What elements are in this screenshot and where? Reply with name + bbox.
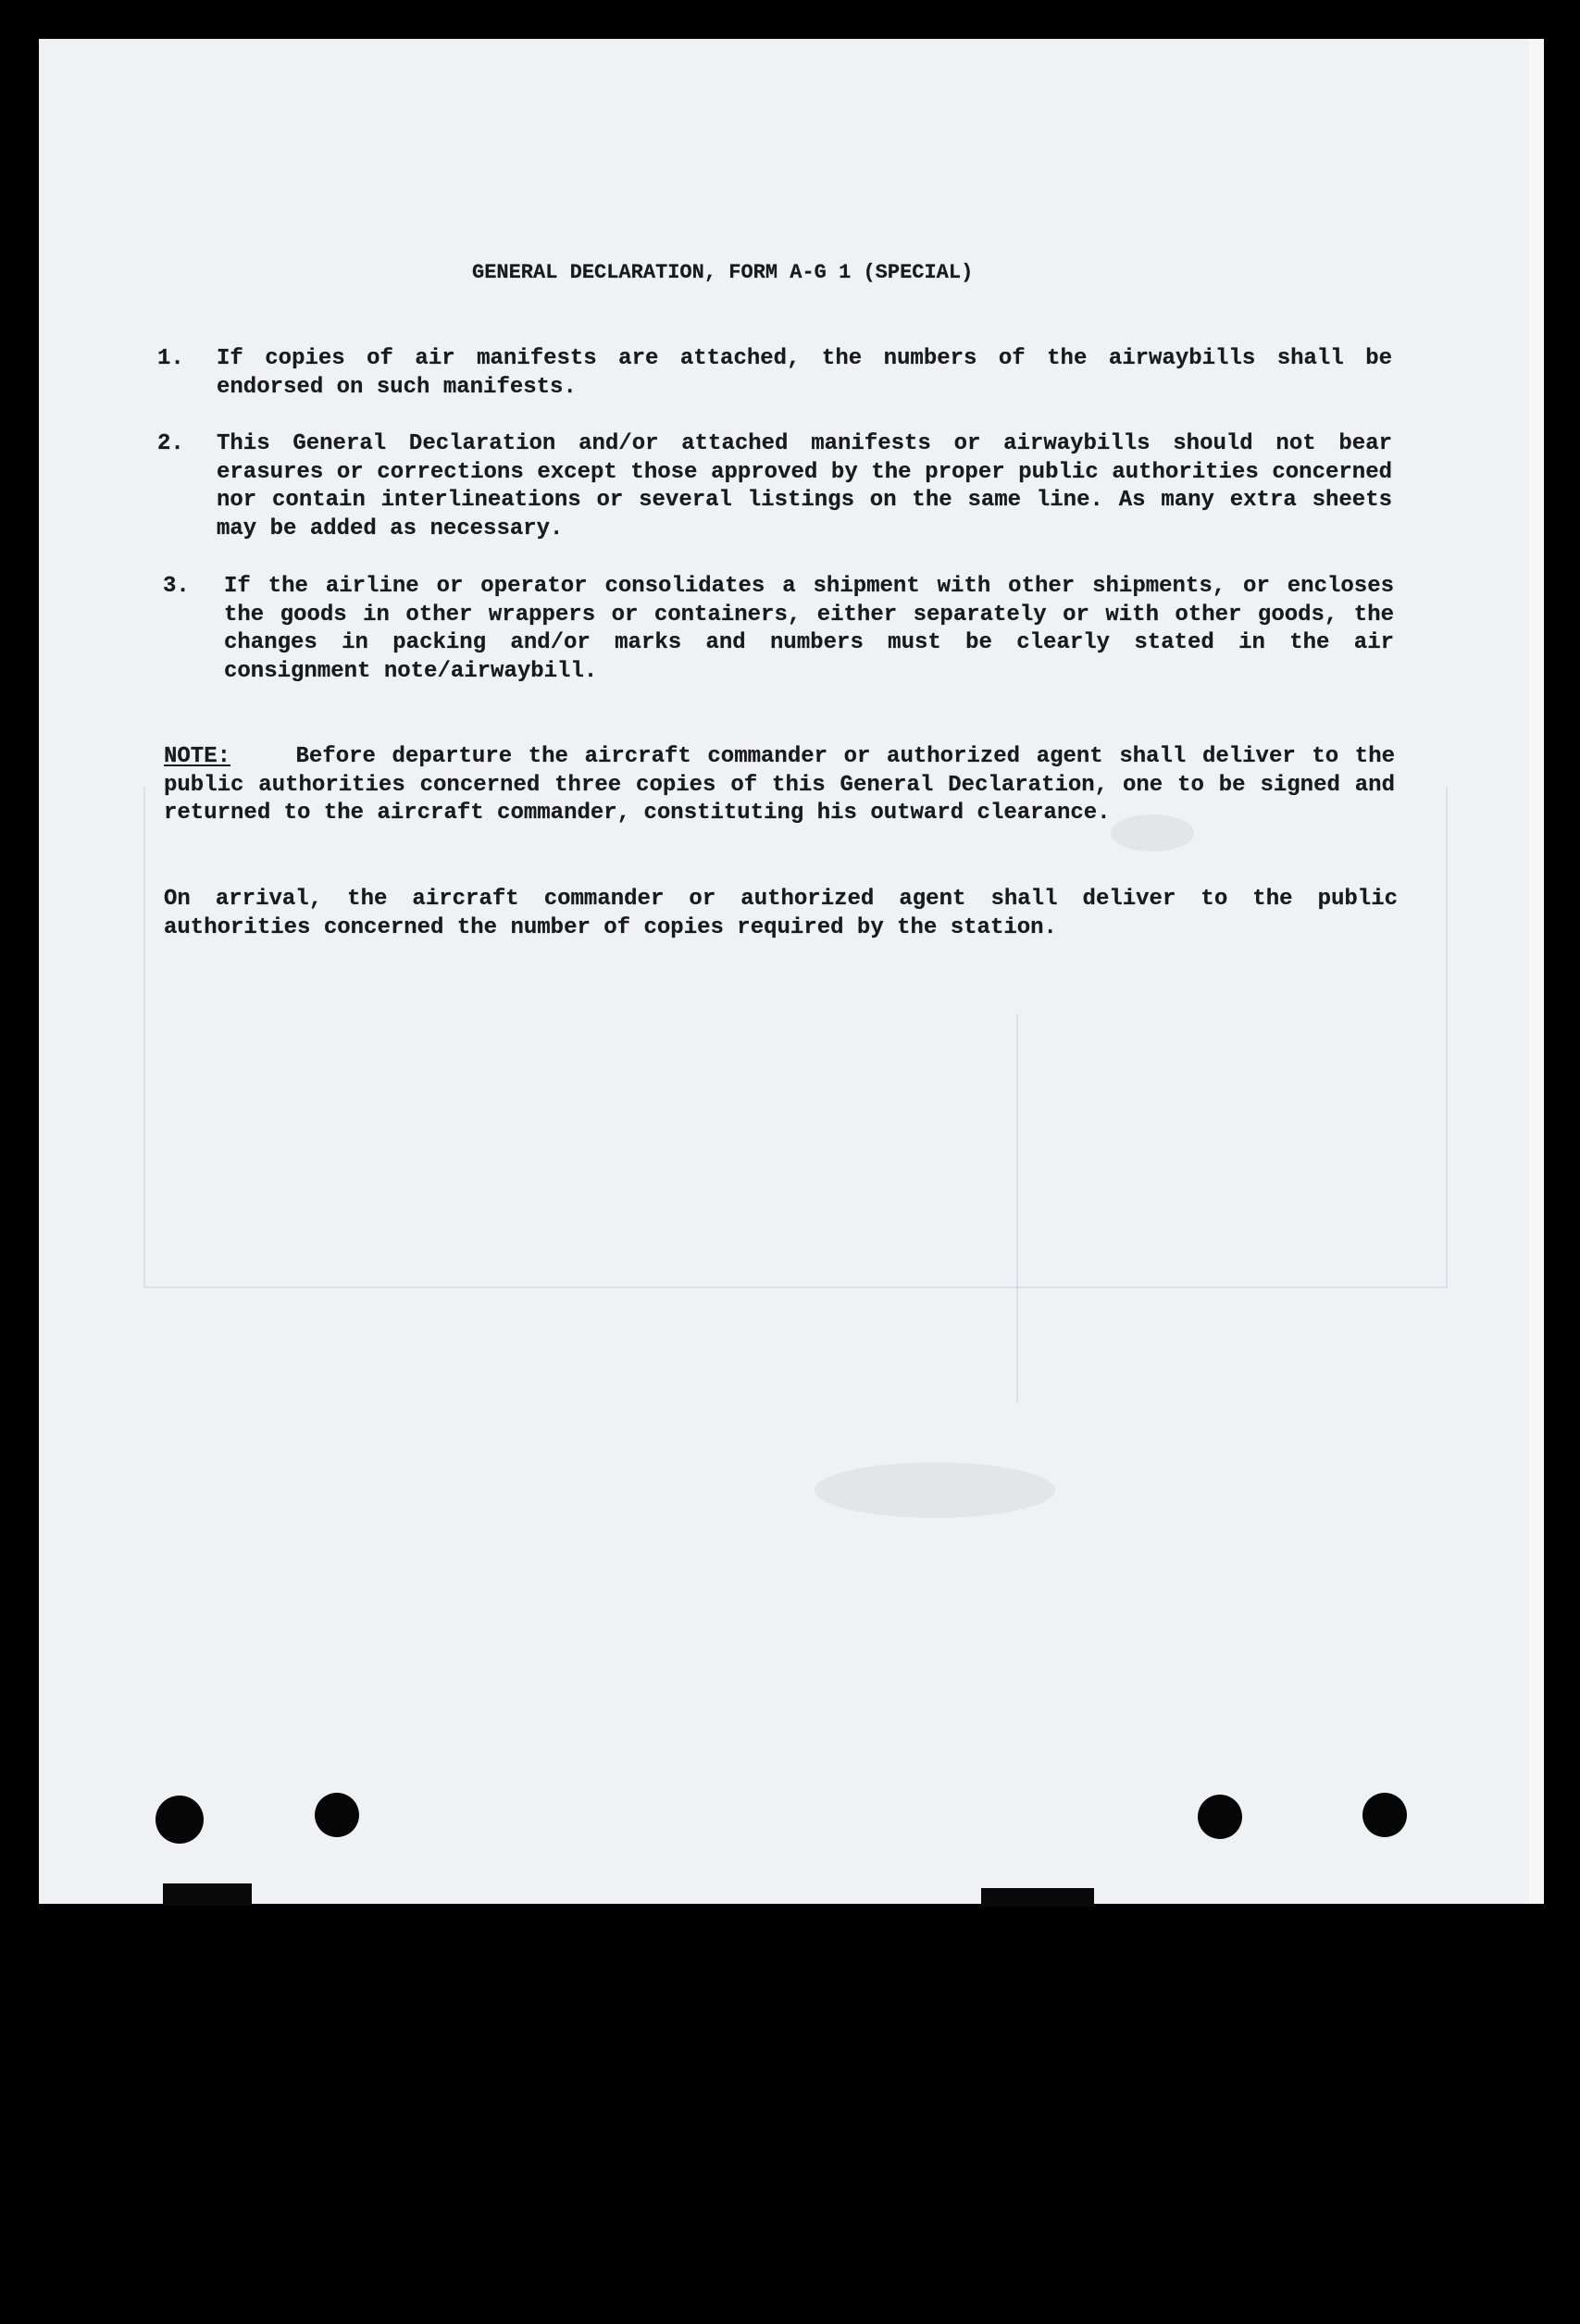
note-text: Before departure the aircraft commander or authorized agent shall deliver to the public authorities concerned three copies of this General Declaration, one to be signed and returned to the aircraft commander, constituting his outward clearance. <box>164 744 1396 826</box>
item-text: This General Declaration and/or attached manifests or airwaybills should not bear erasures or corrections except those approved by the proper public authorities concerned nor contain interlineations or several listings on the same line. As many extra sheets may be added as necessary. <box>217 431 1392 541</box>
item-text: If the airline or operator consolidates a shipment with other shipments, or encloses the goods in other wrappers or containers, either separately or with other goods, the changes in packing and/or marks and numbers must be clearly stated in the air consignment note/airwaybill. <box>224 574 1394 684</box>
punch-hole <box>315 1793 359 1837</box>
note-paragraph <box>164 743 1395 828</box>
item-text: If copies of air manifests are attached, the numbers of the airwaybills shall be endorsed on such manifests. <box>217 346 1392 400</box>
punch-hole <box>1362 1793 1407 1837</box>
punch-hole <box>1198 1795 1242 1839</box>
document-title: GENERAL DECLARATION, FORM A-G 1 (SPECIAL) <box>472 261 974 284</box>
paper-edge <box>1529 39 1544 1904</box>
binding-tab-left <box>163 1883 252 1906</box>
note-label: NOTE: <box>164 744 231 769</box>
show-through-line <box>1016 1013 1018 1402</box>
show-through-mark <box>815 1462 1055 1518</box>
arrival-paragraph: On arrival, the aircraft commander or authorized agent shall deliver to the public authorities concerned the number of copies required by the station. <box>164 887 1398 940</box>
item-number: 2. <box>157 431 184 456</box>
show-through-frame <box>143 787 1448 1288</box>
binding-tab-right <box>981 1888 1094 1907</box>
item-number: 1. <box>157 346 184 371</box>
item-number: 3. <box>163 574 190 599</box>
punch-hole <box>156 1796 204 1844</box>
